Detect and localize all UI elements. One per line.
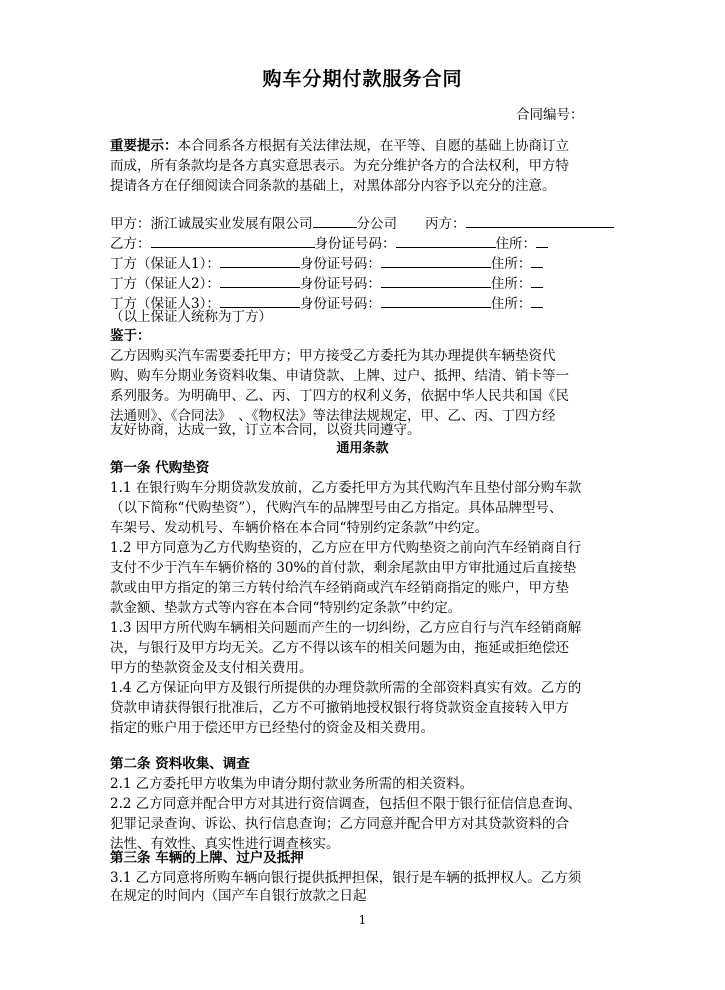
article-1-line: 支付不少于汽车车辆价格的 30%的首付款，剩余尾款由甲方审批通过后直接垫	[110, 560, 577, 576]
party-b-id-blank[interactable]	[396, 233, 496, 248]
party-a-label: 甲方：	[110, 216, 151, 232]
party-b-row	[110, 233, 548, 254]
guarantor-2-address-label: 住所：	[490, 276, 532, 292]
party-b-address-blank[interactable]	[536, 233, 548, 248]
guarantor-2-id-label: 身份证号码：	[299, 276, 381, 292]
guarantor-3-id-label: 身份证号码：	[299, 296, 381, 312]
party-b-label: 乙方：	[110, 236, 151, 252]
guarantor-3-id-blank[interactable]	[381, 293, 491, 308]
article-1-line: 1.1 在银行购车分期贷款发放前，乙方委托甲方为其代购汽车且垫付部分购车款	[110, 480, 582, 496]
guarantor-1-id-blank[interactable]	[381, 253, 491, 268]
article-1-line: 甲方的垫款资金及支付相关费用。	[110, 660, 313, 676]
article-2-line: 犯罪记录查询、诉讼、执行信息查询；乙方同意并配合甲方对其贷款资料的合	[110, 816, 569, 832]
whereas-line-1: 乙方因购买汽车需要委托甲方；甲方接受乙方委托为其办理提供车辆垫资代	[110, 348, 556, 364]
article-1-line: 1.3 因甲方所代购车辆相关问题而产生的一切纠纷，乙方应自行与汽车经销商解	[110, 620, 582, 636]
article-1-line: 款或由甲方指定的第三方转付给汽车经销商或汽车经销商指定的账户，甲方垫	[110, 580, 569, 596]
article-1-heading: 第一条 代购垫资	[110, 460, 210, 476]
party-b-id-label: 身份证号码：	[314, 236, 396, 252]
whereas-line-5: 友好协商，达成一致，订立本合同，以资共同遵守。	[110, 422, 421, 438]
guarantor-3-address-label: 住所：	[490, 296, 532, 312]
article-1-line: 1.2 甲方同意为乙方代购垫资的，乙方应在甲方代购垫资之前向汽车经销商自行	[110, 540, 582, 556]
article-3-line: 3.1 乙方同意将所购车辆向银行提供抵押担保，银行是车辆的抵押权人。乙方须	[110, 870, 582, 886]
party-c-label: 丙方：	[425, 216, 466, 232]
guarantor-1-blank[interactable]	[220, 253, 300, 268]
article-2-line: 法性、有效性、真实性进行调查核实。	[110, 836, 340, 852]
whereas-line-4: 法通则》、《合同法》 、《物权法》等法律法规规定，甲、乙、丙、丁四方经	[110, 408, 556, 424]
branch-blank[interactable]	[313, 213, 357, 228]
notice-line-1: 重要提示：本合同系各方根据有关法律法规，在平等、自愿的基础上协商订立	[110, 138, 569, 154]
guarantor-3-address-blank[interactable]	[531, 293, 543, 308]
guarantor-note: （以上保证人统称为丁方）	[110, 309, 272, 325]
article-3-line: 在规定的时间内（国产车自银行放款之日起	[110, 888, 367, 904]
article-1-line: 指定的账户用于偿还甲方已经垫付的资金及相关费用。	[110, 720, 434, 736]
guarantor-1-id-label: 身份证号码：	[299, 256, 381, 272]
contract-number-label: 合同编号：	[516, 107, 584, 123]
branch-label: 分公司	[356, 216, 397, 232]
article-1-line: 款金额、垫款方式等内容在本合同“特别约定条款”中约定。	[110, 600, 462, 616]
guarantor-2-id-blank[interactable]	[381, 273, 491, 288]
article-1-line: （以下简称“代购垫资”），代购汽车的品牌型号由乙方指定。具体品牌型号、	[110, 500, 563, 516]
guarantor-1-address-blank[interactable]	[531, 253, 543, 268]
guarantor-3-label: 丁方（保证人3）：	[110, 296, 220, 312]
guarantor-2-blank[interactable]	[220, 273, 300, 288]
general-terms-heading: 通用条款	[336, 441, 389, 456]
guarantor-1-row	[110, 253, 543, 274]
party-a-name: 浙江诚晟实业发展有限公司	[150, 216, 313, 232]
guarantor-1-label: 丁方（保证人1）：	[110, 256, 220, 272]
guarantor-2-row	[110, 273, 543, 294]
article-1-line: 决，与银行及甲方均无关。乙方不得以该车的相关问题为由，拖延或拒绝偿还	[110, 640, 569, 656]
party-b-address-label: 住所：	[495, 236, 536, 252]
guarantor-1-address-label: 住所：	[490, 256, 532, 272]
guarantor-3-blank[interactable]	[220, 293, 300, 308]
guarantor-2-label: 丁方（保证人2）：	[110, 276, 220, 292]
guarantor-2-address-blank[interactable]	[531, 273, 543, 288]
article-2-line: 2.1 乙方委托甲方收集为申请分期付款业务所需的相关资料。	[110, 776, 474, 792]
whereas-line-2: 购、购车分期业务资料收集、申请贷款、上牌、过户、抵押、结清、销卡等一	[110, 368, 569, 384]
page-number: 1	[358, 913, 367, 927]
article-3-heading: 第三条 车辆的上牌、过户及抵押	[110, 850, 304, 866]
whereas-line-3: 系列服务。为明确甲、乙、丙、丁四方的权利义务，依据中华人民共和国《民	[110, 388, 569, 404]
party-a-row	[110, 213, 614, 234]
notice-line-3: 提请各方在仔细阅读合同条款的基础上，对黑体部分内容予以充分的注意。	[110, 178, 556, 194]
notice-label: 重要提示：	[110, 138, 178, 154]
article-2-line: 2.2 乙方同意并配合甲方对其进行资信调查，包括但不限于银行征信信息查询、	[110, 796, 582, 812]
article-1-line: 1.4 乙方保证向甲方及银行所提供的办理贷款所需的全部资料真实有效。乙方的	[110, 680, 582, 696]
party-b-blank[interactable]	[151, 233, 315, 248]
notice-line-2: 而成，所有条款均是各方真实意思表示。为充分维护各方的合法权利，甲方特	[110, 158, 569, 174]
article-1-line: 车架号、发动机号、车辆价格在本合同“特别约定条款”中约定。	[110, 520, 489, 536]
article-1-line: 贷款申请获得银行批准后，乙方不可撤销地授权银行将贷款资金直接转入甲方	[110, 700, 569, 716]
document-title: 购车分期付款服务合同	[262, 68, 463, 90]
whereas-label: 鉴于：	[110, 328, 151, 344]
party-c-blank[interactable]	[466, 213, 614, 228]
article-2-heading: 第二条 资料收集、调查	[110, 756, 250, 772]
